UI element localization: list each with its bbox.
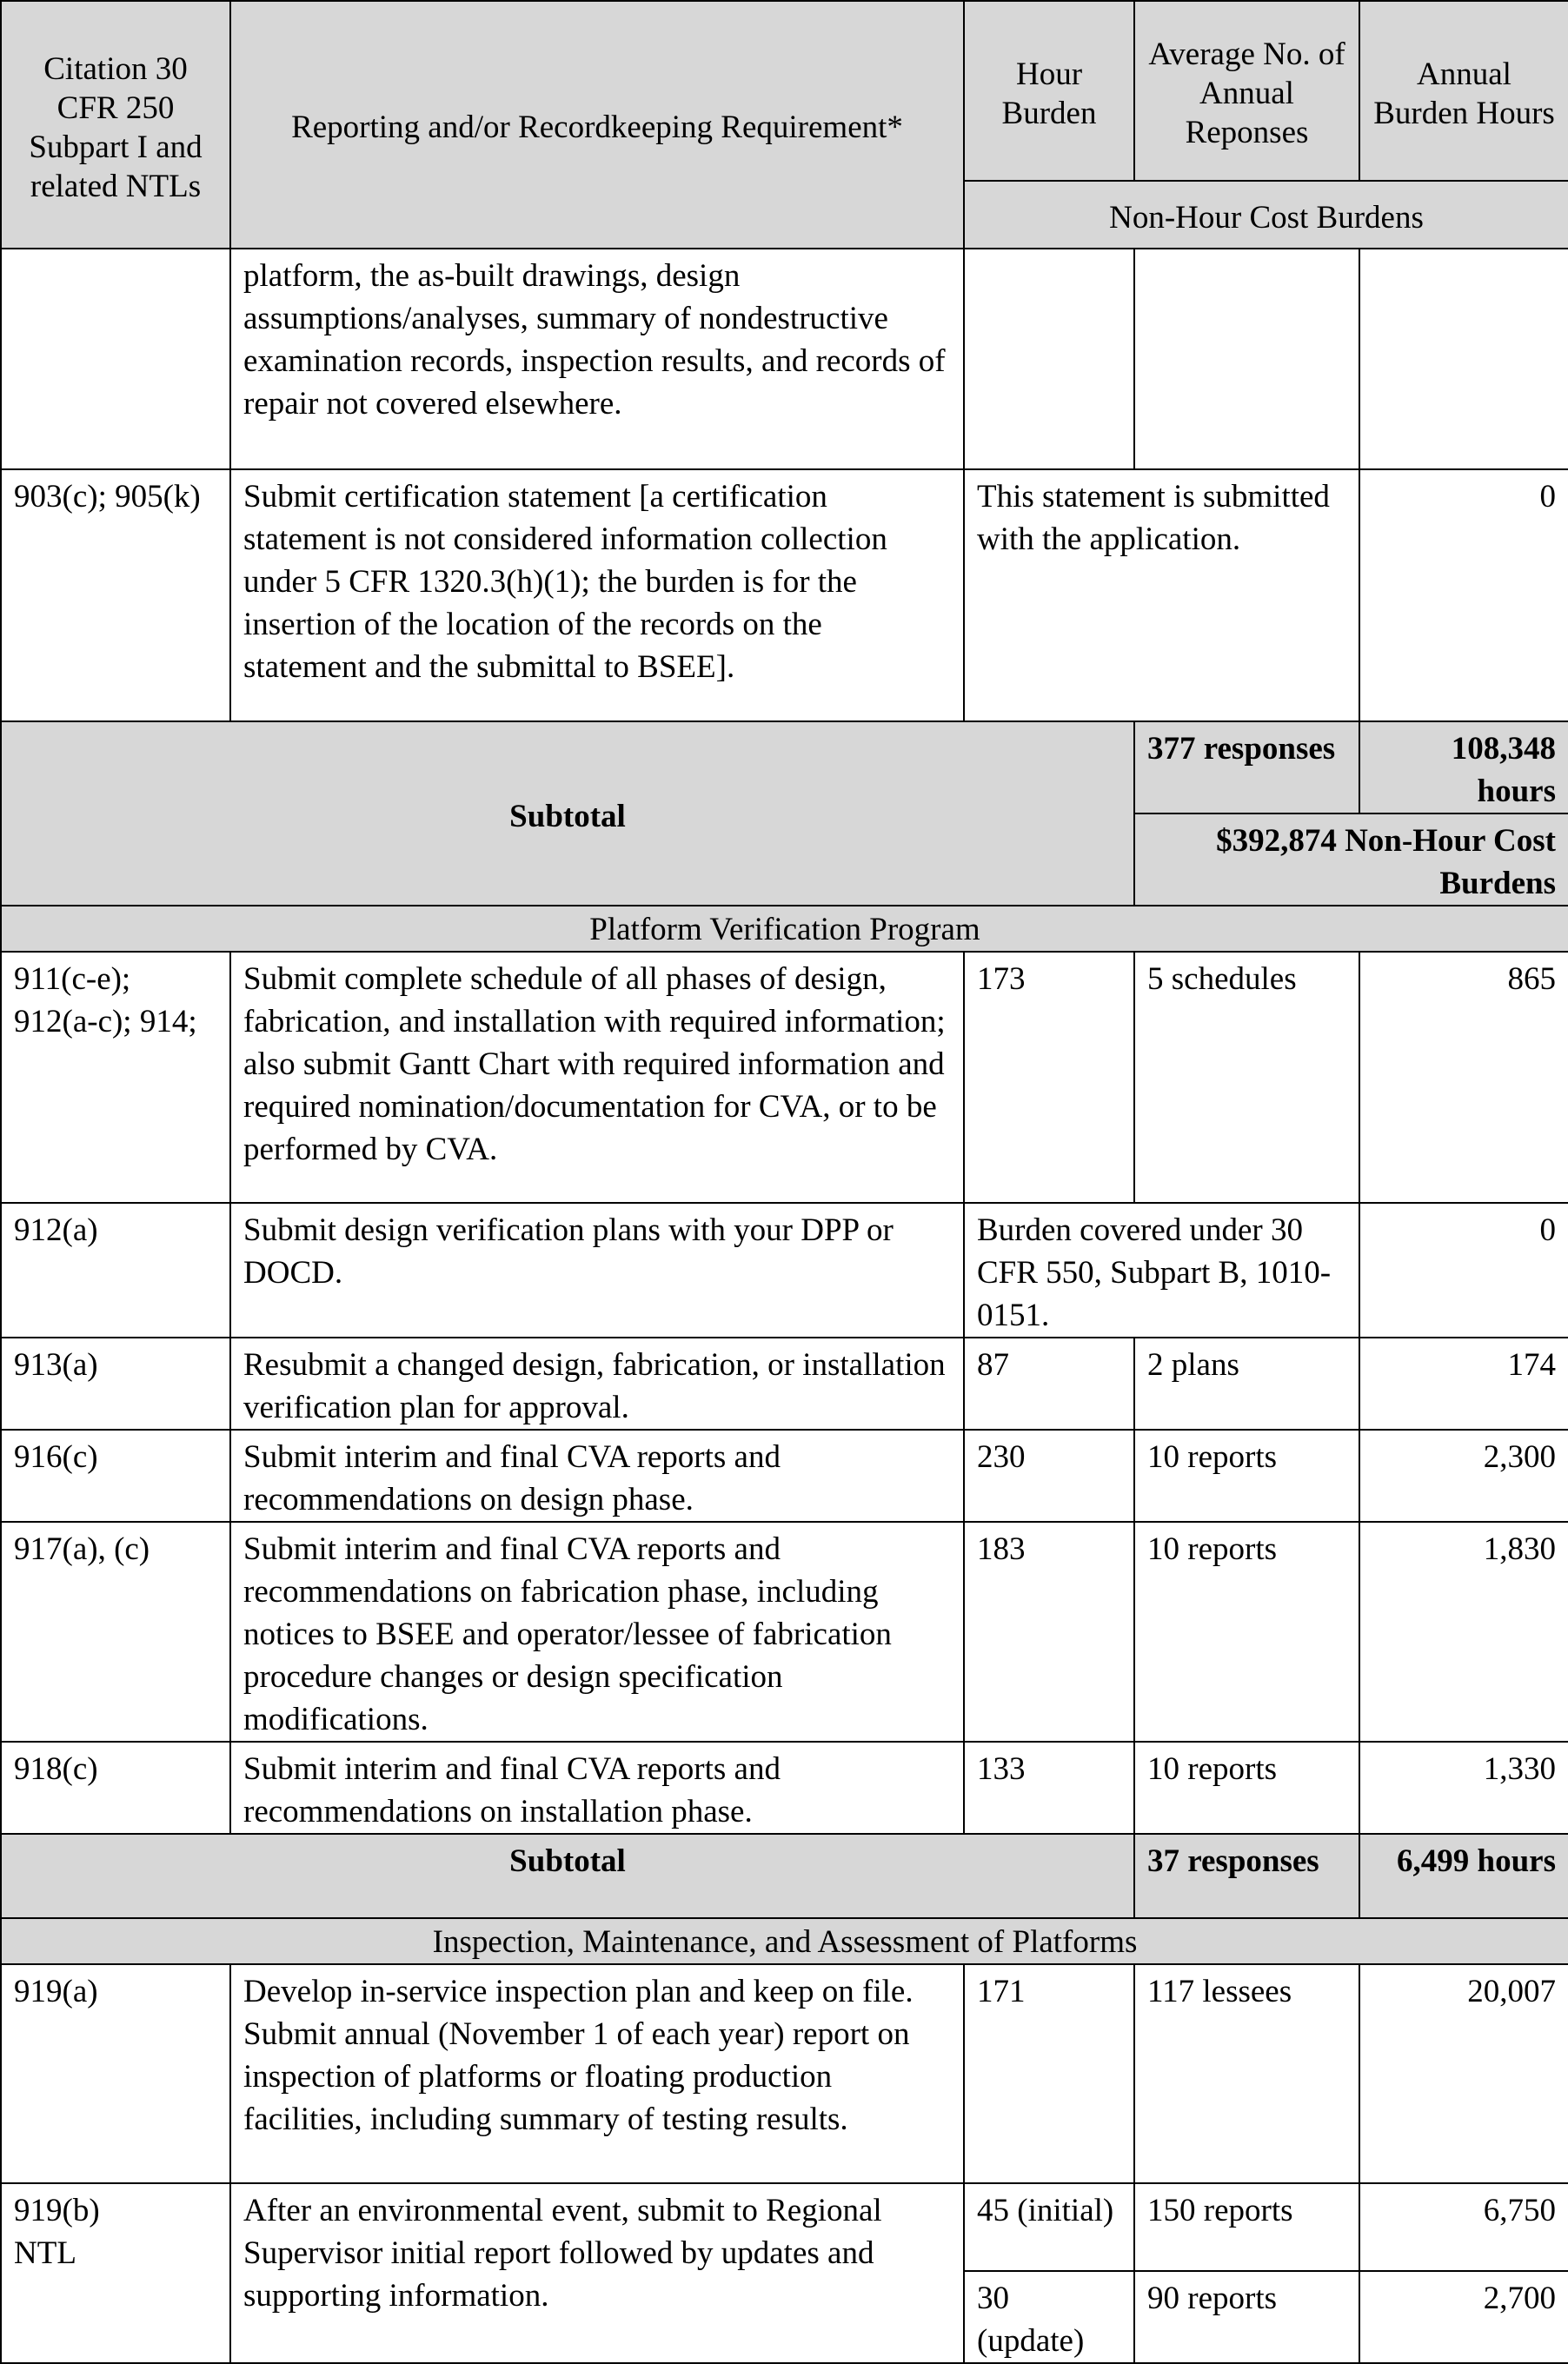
citation-cell: 912(a) <box>1 1203 230 1338</box>
requirement-cell: Submit complete schedule of all phases of design, fabrication, and installation with required information; also submit Gantt Chart with required information and required nomination/documentation for CVA, or to be performed by CVA. <box>230 952 964 1203</box>
citation-cell: 919(a) <box>1 1964 230 2183</box>
requirement-cell: Submit interim and final CVA reports and recommendations on installation phase. <box>230 1742 964 1834</box>
header-annual-burden: Annual Burden Hours <box>1359 1 1568 181</box>
responses-cell: 117 lessees <box>1134 1964 1359 2183</box>
table-row <box>1 1430 1568 1522</box>
annual-cell: 2,700 <box>1359 2271 1568 2363</box>
requirement-cell: Resubmit a changed design, fabrication, or installation verification plan for approval. <box>230 1338 964 1430</box>
hour-cell: 133 <box>964 1742 1134 1834</box>
requirement-cell: Submit certification statement [a certification statement is not considered information collection under 5 CFR 1320.3(h)(1); the burden is for the insertion of the location of the records on the statement and the submittal to BSEE]. <box>230 469 964 721</box>
table-row <box>1 469 1568 721</box>
requirement-cell: Submit interim and final CVA reports and recommendations on fabrication phase, including notices to BSEE and operator/lessee of fabrication procedure changes or design specification modifications. <box>230 1522 964 1742</box>
hour-cell: 30 (update) <box>964 2271 1134 2363</box>
subtotal-responses: 37 responses <box>1134 1834 1359 1918</box>
citation-cell: 913(a) <box>1 1338 230 1430</box>
citation-cell: 903(c); 905(k) <box>1 469 230 721</box>
requirement-cell: platform, the as-built drawings, design assumptions/analyses, summary of nondestructive examination records, inspection results, and records of repair not covered elsewhere. <box>230 249 964 469</box>
annual-cell <box>1359 249 1568 469</box>
citation-cell <box>1 2183 230 2363</box>
hour-cell: 230 <box>964 1430 1134 1522</box>
table-row <box>1 1964 1568 2183</box>
responses-cell: 150 reports <box>1134 2183 1359 2271</box>
responses-cell: 10 reports <box>1134 1742 1359 1834</box>
requirement-cell: Submit interim and final CVA reports and recommendations on design phase. <box>230 1430 964 1522</box>
citation-cell: 917(a), (c) <box>1 1522 230 1742</box>
header-avg-responses: Average No. of Annual Reponses <box>1134 1 1359 181</box>
section-title-pvp: Platform Verification Program <box>1 906 1568 952</box>
annual-cell: 0 <box>1359 1203 1568 1338</box>
table-row <box>1 249 1568 469</box>
responses-cell: 5 schedules <box>1134 952 1359 1203</box>
header-hour-burden: Hour Burden <box>964 1 1134 181</box>
subtotal-responses: 377 responses <box>1134 721 1359 813</box>
hour-cell: 173 <box>964 952 1134 1203</box>
table-row <box>1 952 1568 1203</box>
hour-cell: 183 <box>964 1522 1134 1742</box>
annual-cell: 865 <box>1359 952 1568 1203</box>
annual-cell: 0 <box>1359 469 1568 721</box>
section-title-imap: Inspection, Maintenance, and Assessment of Platforms <box>1 1918 1568 1964</box>
annual-cell: 2,300 <box>1359 1430 1568 1522</box>
citation-line: 919(b) <box>14 2193 100 2228</box>
table-row <box>1 1742 1568 1834</box>
merged-note-cell: This statement is submitted with the application. <box>964 469 1359 721</box>
hour-cell: 87 <box>964 1338 1134 1430</box>
table-row <box>1 1338 1568 1430</box>
hour-cell: 45 (initial) <box>964 2183 1134 2271</box>
requirement-cell: Submit design verification plans with your DPP or DOCD. <box>230 1203 964 1338</box>
subtotal-hours: 6,499 hours <box>1359 1834 1568 1918</box>
table-row <box>1 2183 1568 2271</box>
subtotal-non-hour: $392,874 Non-Hour Cost Burdens <box>1134 813 1568 906</box>
subtotal-hours: 108,348 hours <box>1359 721 1568 813</box>
annual-cell: 174 <box>1359 1338 1568 1430</box>
header-citation: Citation 30 CFR 250 Subpart I and related NTLs <box>1 1 230 249</box>
citation-cell: 911(c-e); 912(a-c); 914; <box>1 952 230 1203</box>
responses-cell: 90 reports <box>1134 2271 1359 2363</box>
subtotal-label: Subtotal <box>1 1834 1134 1918</box>
annual-cell: 1,830 <box>1359 1522 1568 1742</box>
annual-cell: 20,007 <box>1359 1964 1568 2183</box>
citation-line: NTL <box>14 2235 76 2271</box>
subtotal-label: Subtotal <box>1 721 1134 906</box>
table-row <box>1 1522 1568 1742</box>
hour-cell <box>964 249 1134 469</box>
responses-cell: 10 reports <box>1134 1522 1359 1742</box>
header-requirement: Reporting and/or Recordkeeping Requirement* <box>230 1 964 249</box>
requirement-cell: Develop in-service inspection plan and keep on file. Submit annual (November 1 of each year) report on inspection of platforms or floating production facilities, including summary of testing results. <box>230 1964 964 2183</box>
merged-note-cell: Burden covered under 30 CFR 550, Subpart B, 1010-0151. <box>964 1203 1359 1338</box>
requirement-cell: After an environmental event, submit to Regional Supervisor initial report followed by updates and supporting information. <box>230 2183 964 2363</box>
citation-cell: 916(c) <box>1 1430 230 1522</box>
citation-cell <box>1 249 230 469</box>
annual-cell: 6,750 <box>1359 2183 1568 2271</box>
header-non-hour-cost: Non-Hour Cost Burdens <box>964 181 1568 249</box>
hour-cell: 171 <box>964 1964 1134 2183</box>
table-row <box>1 1203 1568 1338</box>
responses-cell: 2 plans <box>1134 1338 1359 1430</box>
responses-cell <box>1134 249 1359 469</box>
citation-cell: 918(c) <box>1 1742 230 1834</box>
annual-cell: 1,330 <box>1359 1742 1568 1834</box>
responses-cell: 10 reports <box>1134 1430 1359 1522</box>
